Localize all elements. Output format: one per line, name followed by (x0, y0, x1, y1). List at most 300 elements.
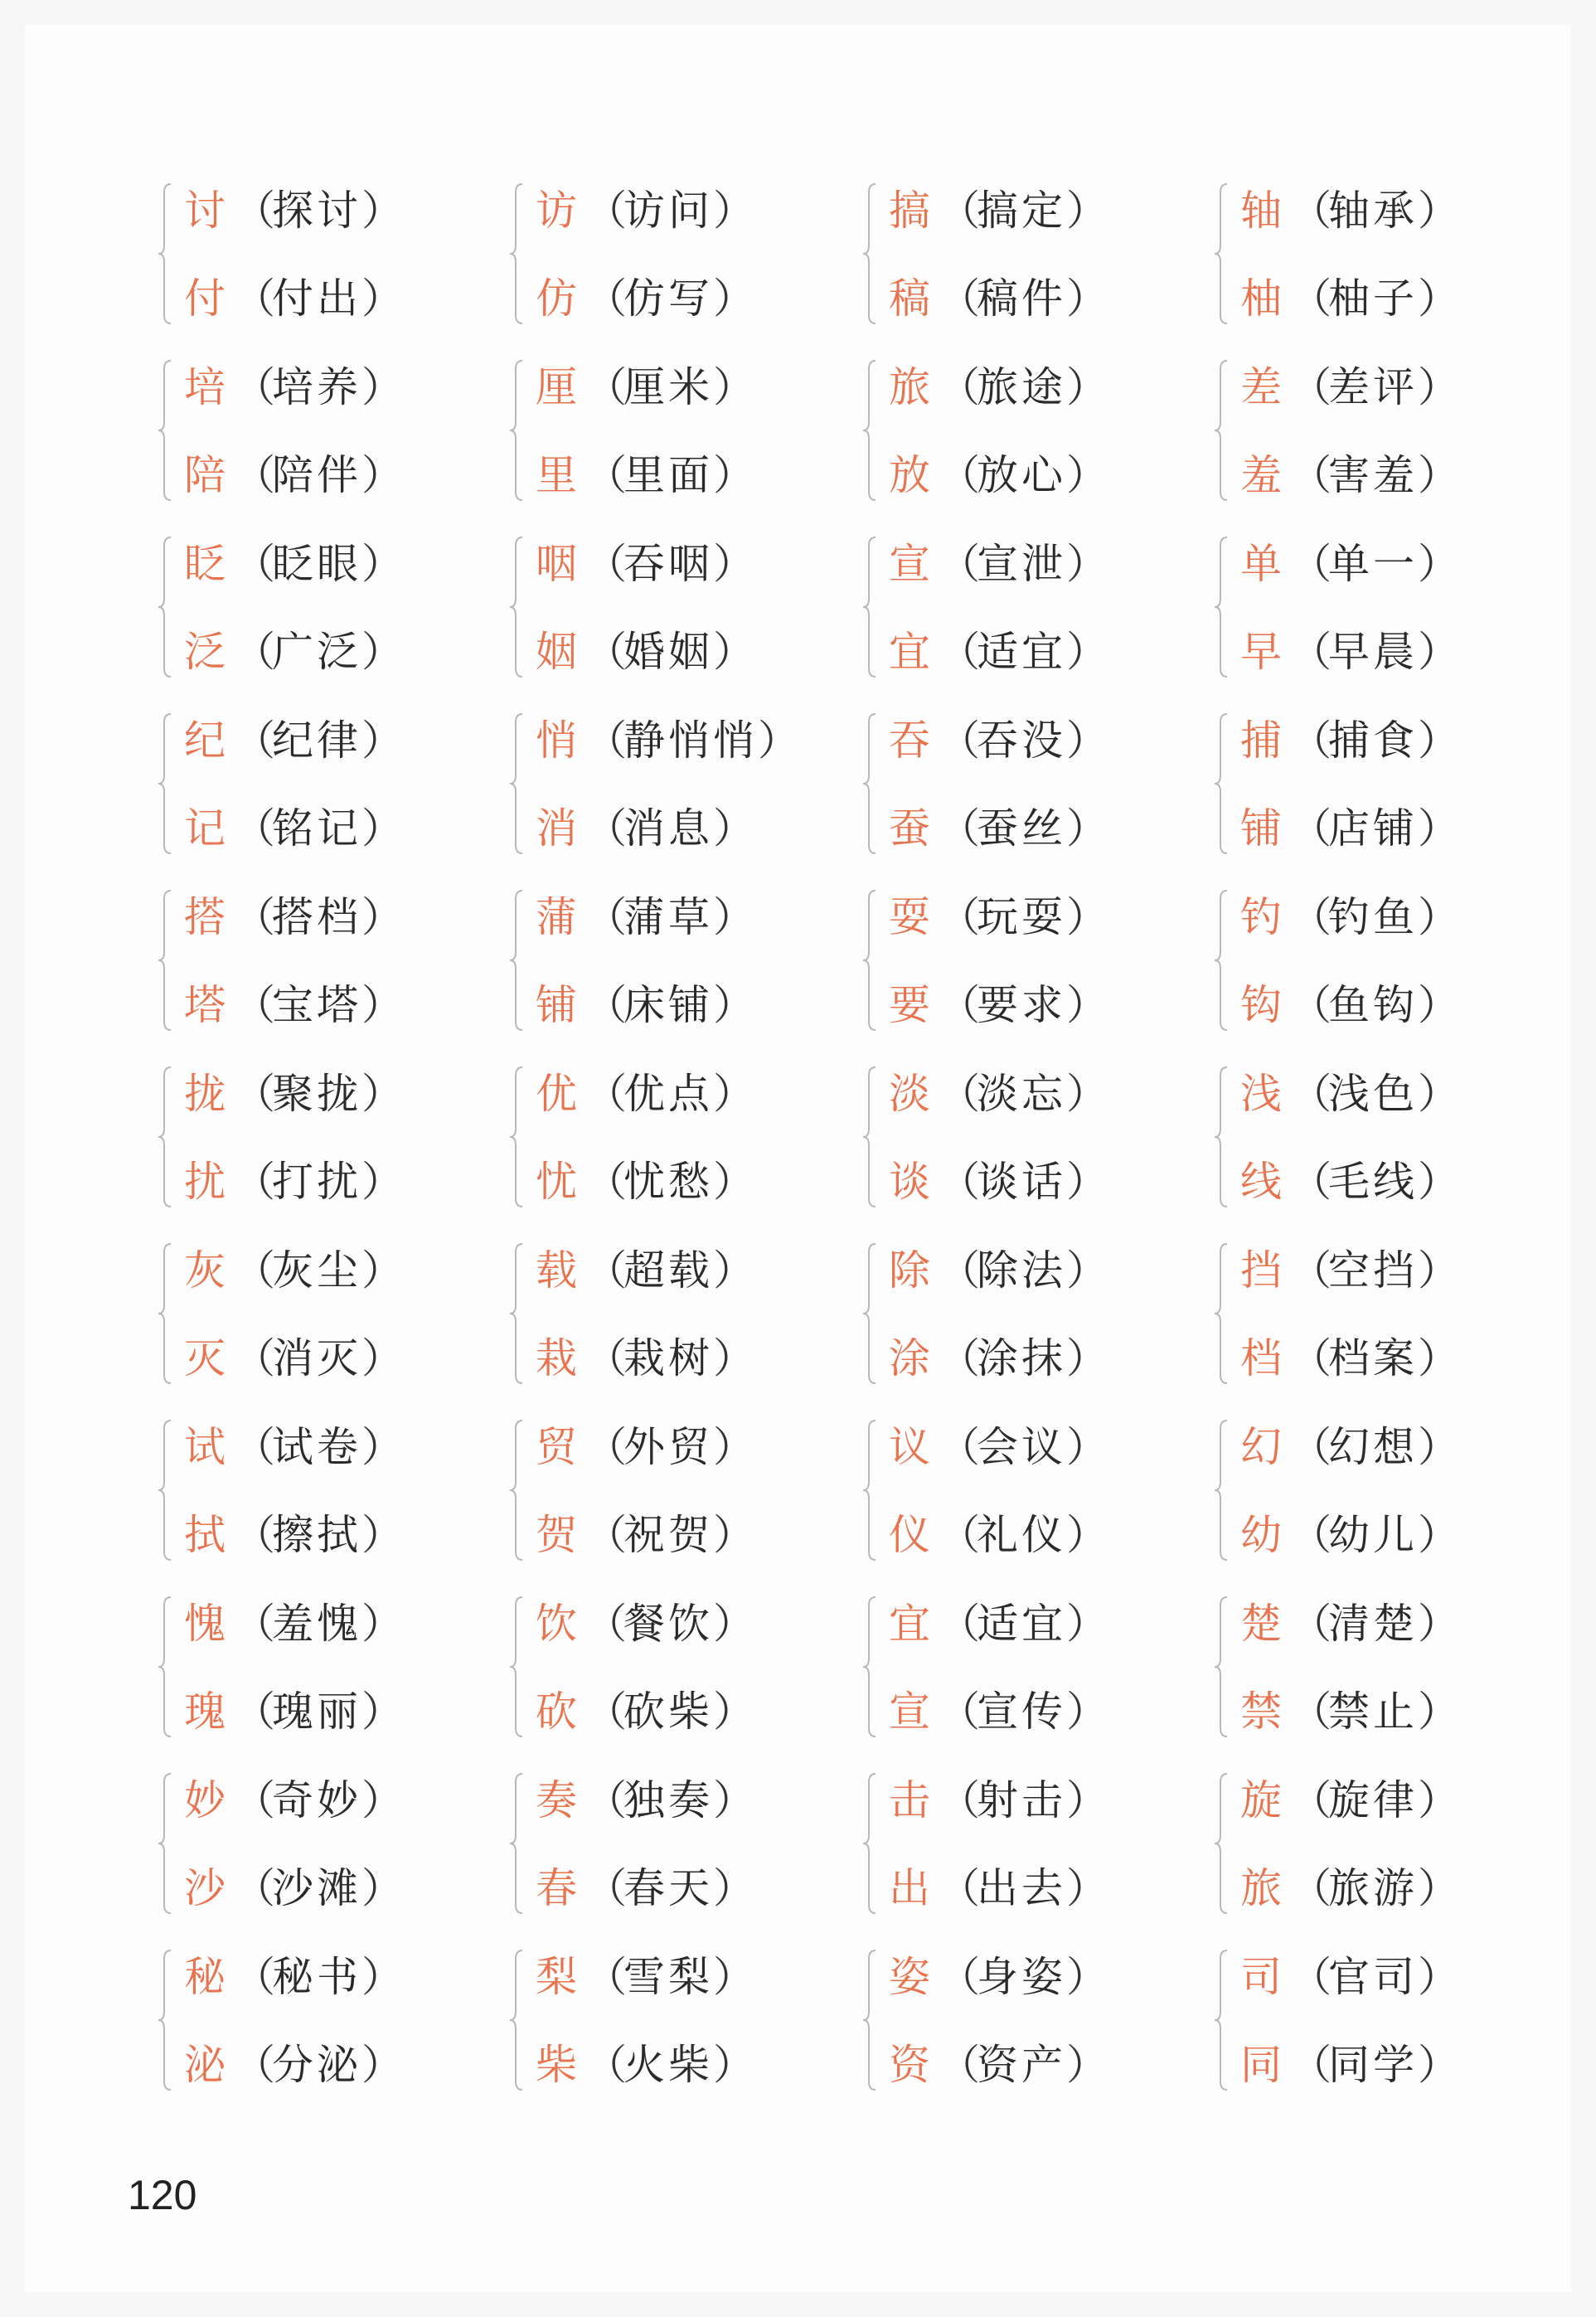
target-character: 梨 (536, 1953, 577, 2001)
open-paren: （ (939, 2041, 980, 2089)
word-pair-row (889, 442, 1108, 508)
brace-icon (1214, 1756, 1232, 1931)
target-character: 妙 (184, 1776, 226, 1824)
open-paren: （ (585, 1953, 627, 2001)
close-paren: ） (1418, 540, 1459, 588)
word-pair-row (1240, 1591, 1459, 1657)
brace-icon (1214, 1226, 1232, 1401)
open-paren: （ (939, 540, 980, 588)
close-paren: ） (1418, 1864, 1459, 1912)
word-pair-row (184, 265, 403, 332)
word-pair-row (889, 1944, 1108, 2010)
word-pair-row (184, 177, 403, 244)
word-pair-group (509, 166, 866, 342)
word-pair-row (1240, 1237, 1459, 1304)
example-word: 淡忘 (977, 1070, 1066, 1118)
close-paren: ） (361, 981, 403, 1029)
word-pair-row (1240, 1767, 1459, 1834)
target-character: 幼 (1240, 1511, 1282, 1559)
target-character: 悄 (536, 716, 577, 765)
target-character: 扰 (184, 1158, 226, 1206)
example-word: 禁止 (1328, 1688, 1418, 1736)
close-paren: ） (1418, 981, 1459, 1029)
word-pair-row (184, 1061, 403, 1127)
target-character: 司 (1240, 1953, 1282, 2001)
target-character: 旅 (1240, 1864, 1282, 1912)
target-character: 旅 (889, 363, 930, 411)
close-paren: ） (1066, 1864, 1108, 1912)
close-paren: ） (1066, 363, 1108, 411)
close-paren: ） (361, 1864, 403, 1912)
target-character: 宜 (889, 1600, 930, 1648)
word-pair-row (536, 1325, 754, 1392)
example-word: 灰尘 (272, 1246, 361, 1295)
word-pair-row (1240, 795, 1459, 862)
word-pair-group (862, 1226, 1219, 1401)
word-pair-row (1240, 2032, 1459, 2098)
example-word: 消息 (623, 804, 713, 852)
close-paren: ） (713, 804, 754, 852)
example-word: 祝贺 (623, 1511, 713, 1559)
close-paren: ） (1066, 804, 1108, 852)
open-paren: （ (1290, 804, 1332, 852)
word-pair-group (1214, 342, 1570, 518)
example-word: 奇妙 (272, 1776, 361, 1824)
word-pair-group (1214, 696, 1570, 872)
brace-icon (862, 1756, 880, 1931)
word-pair-group (509, 1579, 866, 1755)
close-paren: ） (1418, 1423, 1459, 1471)
target-character: 沙 (184, 1864, 226, 1912)
example-word: 沙滩 (272, 1864, 361, 1912)
word-pair-group (158, 872, 514, 1048)
example-word: 消灭 (272, 1334, 361, 1382)
example-word: 访问 (623, 187, 713, 235)
word-pair-row (536, 1149, 754, 1215)
example-word: 官司 (1328, 1953, 1418, 2001)
close-paren: ） (1066, 2041, 1108, 2089)
open-paren: （ (585, 1600, 627, 1648)
brace-icon (158, 342, 176, 518)
target-character: 访 (536, 187, 577, 235)
target-character: 柴 (536, 2041, 577, 2089)
close-paren: ） (713, 1070, 754, 1118)
word-pair-row (889, 1061, 1108, 1127)
brace-icon (509, 1402, 527, 1578)
word-pair-group (862, 1579, 1219, 1755)
open-paren: （ (939, 1423, 980, 1471)
close-paren: ） (713, 628, 754, 676)
word-pair-group (1214, 166, 1570, 342)
word-pair-row (184, 619, 403, 685)
brace-icon (862, 1402, 880, 1578)
page-number: 120 (128, 2172, 197, 2218)
target-character: 除 (889, 1246, 930, 1295)
brace-icon (158, 872, 176, 1048)
word-pair-row (184, 1855, 403, 1921)
brace-icon (862, 1049, 880, 1225)
open-paren: （ (585, 274, 627, 323)
word-pair-row (536, 1237, 754, 1304)
open-paren: （ (1290, 187, 1332, 235)
open-paren: （ (1290, 1334, 1332, 1382)
close-paren: ） (361, 1688, 403, 1736)
target-character: 姻 (536, 628, 577, 676)
example-word: 要求 (977, 981, 1066, 1029)
open-paren: （ (585, 1070, 627, 1118)
example-word: 钓鱼 (1328, 893, 1418, 941)
close-paren: ） (1066, 451, 1108, 499)
target-character: 奏 (536, 1776, 577, 1824)
word-pair-row (1240, 1944, 1459, 2010)
close-paren: ） (1066, 1511, 1108, 1559)
close-paren: ） (361, 893, 403, 941)
close-paren: ） (361, 1334, 403, 1382)
example-word: 雪梨 (623, 1953, 713, 2001)
target-character: 优 (536, 1070, 577, 1118)
word-pair-row (536, 265, 754, 332)
example-word: 涂抹 (977, 1334, 1066, 1382)
target-character: 谈 (889, 1158, 930, 1206)
close-paren: ） (1418, 274, 1459, 323)
open-paren: （ (939, 716, 980, 765)
example-word: 培养 (272, 363, 361, 411)
target-character: 出 (889, 1864, 930, 1912)
word-pair-row (184, 531, 403, 597)
open-paren: （ (939, 187, 980, 235)
close-paren: ） (1418, 1600, 1459, 1648)
word-pair-row (184, 1325, 403, 1392)
example-word: 栽树 (623, 1334, 713, 1382)
word-pair-row (184, 1591, 403, 1657)
word-pair-group (158, 1049, 514, 1225)
open-paren: （ (234, 804, 275, 852)
example-word: 铭记 (272, 804, 361, 852)
word-pair-row (536, 1767, 754, 1834)
target-character: 试 (184, 1423, 226, 1471)
word-pair-group (862, 696, 1219, 872)
open-paren: （ (1290, 1423, 1332, 1471)
word-pair-group (1214, 1932, 1570, 2108)
open-paren: （ (234, 1776, 275, 1824)
target-character: 档 (1240, 1334, 1282, 1382)
word-pair-row (1240, 265, 1459, 332)
target-character: 吞 (889, 716, 930, 765)
word-pair-row (889, 884, 1108, 950)
open-paren: （ (939, 1511, 980, 1559)
open-paren: （ (1290, 628, 1332, 676)
word-pair-group (158, 1932, 514, 2108)
example-word: 砍柴 (623, 1688, 713, 1736)
target-character: 纪 (184, 716, 226, 765)
word-pair-row (536, 2032, 754, 2098)
example-word: 春天 (623, 1864, 713, 1912)
word-pair-group (509, 1226, 866, 1401)
target-character: 宣 (889, 540, 930, 588)
target-character: 差 (1240, 363, 1282, 411)
open-paren: （ (234, 451, 275, 499)
open-paren: （ (585, 451, 627, 499)
open-paren: （ (585, 1776, 627, 1824)
open-paren: （ (234, 716, 275, 765)
word-pair-group (509, 1402, 866, 1578)
close-paren: ） (1066, 1158, 1108, 1206)
word-pair-group (1214, 1226, 1570, 1401)
example-word: 吞咽 (623, 540, 713, 588)
example-word: 旅途 (977, 363, 1066, 411)
open-paren: （ (1290, 1070, 1332, 1118)
example-word: 除法 (977, 1246, 1066, 1295)
example-word: 宝塔 (272, 981, 361, 1029)
target-character: 愧 (184, 1600, 226, 1648)
open-paren: （ (585, 804, 627, 852)
word-pair-row (1240, 442, 1459, 508)
word-pair-row (889, 972, 1108, 1038)
word-pair-row (184, 972, 403, 1038)
target-character: 里 (536, 451, 577, 499)
close-paren: ） (1418, 1511, 1459, 1559)
close-paren: ） (1066, 1953, 1108, 2001)
close-paren: ） (1066, 1600, 1108, 1648)
brace-icon (509, 1756, 527, 1931)
example-word: 优点 (623, 1070, 713, 1118)
word-pair-row (536, 177, 754, 244)
brace-icon (862, 1579, 880, 1755)
word-pair-row (536, 619, 754, 685)
word-pair-row (184, 707, 403, 774)
target-character: 眨 (184, 540, 226, 588)
word-pair-row (536, 442, 754, 508)
open-paren: （ (585, 540, 627, 588)
target-character: 柚 (1240, 274, 1282, 323)
word-pair-group (509, 1049, 866, 1225)
word-pair-group (509, 1932, 866, 2108)
close-paren: ） (713, 981, 754, 1029)
open-paren: （ (1290, 981, 1332, 1029)
open-paren: （ (234, 363, 275, 411)
word-pair-group (862, 519, 1219, 695)
open-paren: （ (585, 2041, 627, 2089)
open-paren: （ (939, 1688, 980, 1736)
brace-icon (1214, 1932, 1232, 2108)
close-paren: ） (1418, 628, 1459, 676)
word-pair-group (1214, 1402, 1570, 1578)
close-paren: ） (361, 628, 403, 676)
close-paren: ） (713, 1423, 754, 1471)
word-pair-row (1240, 972, 1459, 1038)
brace-icon (862, 872, 880, 1048)
brace-icon (1214, 342, 1232, 518)
word-pair-row (536, 795, 754, 862)
word-pair-group (862, 1049, 1219, 1225)
word-pair-group (158, 342, 514, 518)
close-paren: ） (713, 2041, 754, 2089)
word-pair-row (1240, 707, 1459, 774)
brace-icon (509, 342, 527, 518)
open-paren: （ (939, 1864, 980, 1912)
open-paren: （ (1290, 2041, 1332, 2089)
open-paren: （ (1290, 716, 1332, 765)
example-word: 店铺 (1328, 804, 1418, 852)
close-paren: ） (361, 1246, 403, 1295)
open-paren: （ (585, 187, 627, 235)
target-character: 涂 (889, 1334, 930, 1382)
example-word: 厘米 (623, 363, 713, 411)
close-paren: ） (1418, 451, 1459, 499)
open-paren: （ (234, 187, 275, 235)
brace-icon (158, 1932, 176, 2108)
close-paren: ） (713, 451, 754, 499)
word-pair-group (158, 519, 514, 695)
word-pair-group (158, 696, 514, 872)
target-character: 忧 (536, 1158, 577, 1206)
close-paren: ） (713, 1246, 754, 1295)
target-character: 泌 (184, 2041, 226, 2089)
word-pair-row (1240, 354, 1459, 420)
example-word: 试卷 (272, 1423, 361, 1471)
target-character: 放 (889, 451, 930, 499)
target-character: 贸 (536, 1423, 577, 1471)
word-pair-row (184, 1149, 403, 1215)
example-word: 仿写 (623, 274, 713, 323)
open-paren: （ (585, 1334, 627, 1382)
word-pair-row (889, 707, 1108, 774)
target-character: 浅 (1240, 1070, 1282, 1118)
close-paren: ） (361, 1953, 403, 2001)
word-pair-row (1240, 1149, 1459, 1215)
open-paren: （ (1290, 1688, 1332, 1736)
word-pair-row (889, 1237, 1108, 1304)
target-character: 羞 (1240, 451, 1282, 499)
word-pair-row (889, 1325, 1108, 1392)
target-character: 耍 (889, 893, 930, 941)
example-word: 打扰 (272, 1158, 361, 1206)
target-character: 线 (1240, 1158, 1282, 1206)
word-pair-row (184, 1237, 403, 1304)
example-word: 搭档 (272, 893, 361, 941)
target-character: 宜 (889, 628, 930, 676)
brace-icon (509, 1932, 527, 2108)
open-paren: （ (234, 1423, 275, 1471)
target-character: 禁 (1240, 1688, 1282, 1736)
example-word: 毛线 (1328, 1158, 1418, 1206)
open-paren: （ (585, 1511, 627, 1559)
open-paren: （ (939, 363, 980, 411)
word-pair-row (889, 177, 1108, 244)
target-character: 拭 (184, 1511, 226, 1559)
target-character: 铺 (536, 981, 577, 1029)
example-word: 清楚 (1328, 1600, 1418, 1648)
example-word: 付出 (272, 274, 361, 323)
word-pair-row (889, 2032, 1108, 2098)
target-character: 饮 (536, 1600, 577, 1648)
example-word: 浅色 (1328, 1070, 1418, 1118)
example-word: 羞愧 (272, 1600, 361, 1648)
open-paren: （ (939, 1158, 980, 1206)
target-character: 仪 (889, 1511, 930, 1559)
example-word: 档案 (1328, 1334, 1418, 1382)
close-paren: ） (361, 1511, 403, 1559)
word-pair-group (862, 1756, 1219, 1931)
open-paren: （ (1290, 893, 1332, 941)
target-character: 资 (889, 2041, 930, 2089)
word-pair-row (184, 1767, 403, 1834)
word-pair-group (509, 519, 866, 695)
target-character: 陪 (184, 451, 226, 499)
word-pair-group (158, 1756, 514, 1931)
close-paren: ） (713, 893, 754, 941)
example-word: 火柴 (623, 2041, 713, 2089)
close-paren: ） (361, 1776, 403, 1824)
example-word: 适宜 (977, 1600, 1066, 1648)
example-word: 放心 (977, 451, 1066, 499)
word-pair-row (536, 1944, 754, 2010)
brace-icon (862, 1932, 880, 2108)
brace-icon (509, 1049, 527, 1225)
open-paren: （ (1290, 540, 1332, 588)
open-paren: （ (585, 1158, 627, 1206)
brace-icon (862, 519, 880, 695)
example-word: 单一 (1328, 540, 1418, 588)
example-word: 蒲草 (623, 893, 713, 941)
close-paren: ） (361, 716, 403, 765)
word-pair-row (184, 442, 403, 508)
brace-icon (158, 696, 176, 872)
close-paren: ） (713, 1334, 754, 1382)
close-paren: ） (361, 804, 403, 852)
example-word: 射击 (977, 1776, 1066, 1824)
example-word: 幻想 (1328, 1423, 1418, 1471)
close-paren: ） (1066, 981, 1108, 1029)
brace-icon (1214, 519, 1232, 695)
open-paren: （ (1290, 1953, 1332, 2001)
target-character: 栽 (536, 1334, 577, 1382)
example-word: 轴承 (1328, 187, 1418, 235)
target-character: 挡 (1240, 1246, 1282, 1295)
target-character: 搭 (184, 893, 226, 941)
close-paren: ） (1066, 716, 1108, 765)
example-word: 静悄悄 (623, 716, 758, 765)
example-word: 鱼钩 (1328, 981, 1418, 1029)
open-paren: （ (585, 1688, 627, 1736)
word-pair-row (1240, 884, 1459, 950)
target-character: 钓 (1240, 893, 1282, 941)
brace-icon (158, 519, 176, 695)
open-paren: （ (939, 628, 980, 676)
close-paren: ） (1066, 1246, 1108, 1295)
close-paren: ） (713, 1953, 754, 2001)
open-paren: （ (939, 1070, 980, 1118)
target-character: 载 (536, 1246, 577, 1295)
close-paren: ） (361, 451, 403, 499)
target-character: 楚 (1240, 1600, 1282, 1648)
target-character: 宣 (889, 1688, 930, 1736)
close-paren: ） (1066, 1423, 1108, 1471)
target-character: 付 (184, 274, 226, 323)
target-character: 议 (889, 1423, 930, 1471)
brace-icon (1214, 696, 1232, 872)
open-paren: （ (585, 981, 627, 1029)
target-character: 讨 (184, 187, 226, 235)
brace-icon (1214, 872, 1232, 1048)
word-pair-row (889, 265, 1108, 332)
word-pair-row (1240, 1325, 1459, 1392)
word-pair-row (184, 1502, 403, 1568)
example-word: 搞定 (977, 187, 1066, 235)
word-pair-row (536, 531, 754, 597)
example-word: 同学 (1328, 2041, 1418, 2089)
brace-icon (862, 166, 880, 342)
